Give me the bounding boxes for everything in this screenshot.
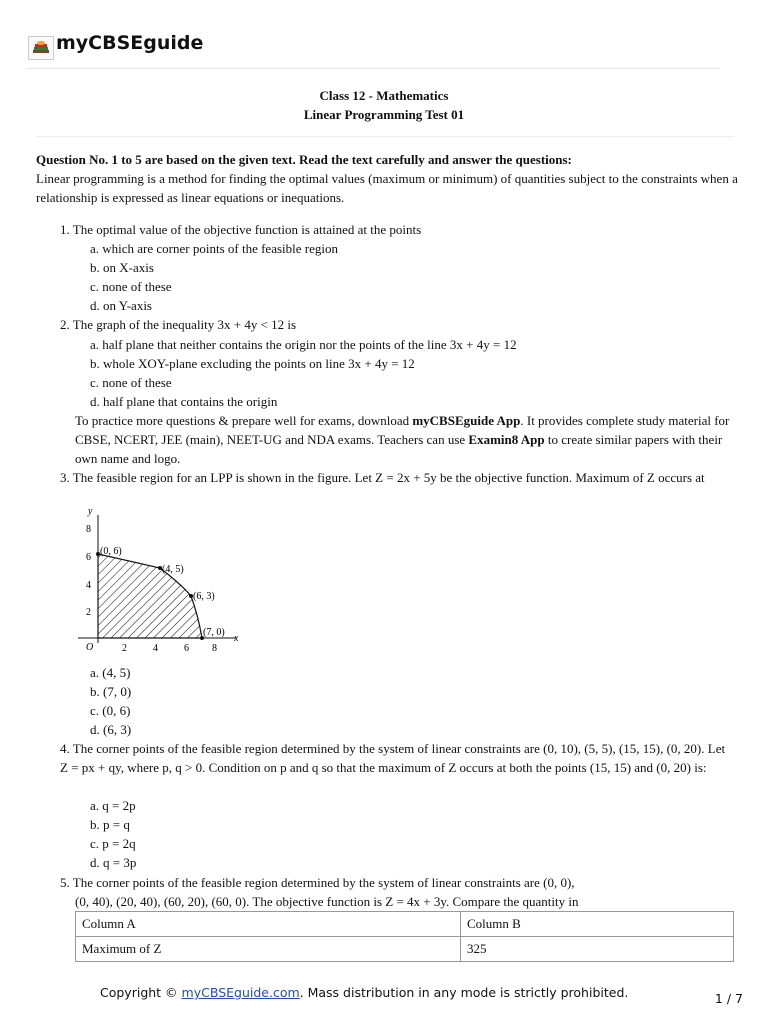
question-5-line-1: 5. The corner points of the feasible region determined by the system of linear constraints are (0, 0), <box>60 875 575 890</box>
site-header <box>26 28 720 69</box>
table-cell-value: 325 <box>461 937 734 962</box>
x-tick-8: 8 <box>212 643 217 654</box>
x-tick-6: 6 <box>184 643 189 654</box>
promo-text-1: To practice more questions & prepare well for exams, download <box>75 413 413 428</box>
question-1: 1. The optimal value of the objective function is attained at the points <box>60 222 422 237</box>
page-number: 1 / 7 <box>714 991 743 1006</box>
origin-label: O <box>86 642 94 653</box>
promo-text-2: . It provides complete study material for CBSE, NCERT, JEE (main), NEET-UG and NDA exams. Teachers can use <box>75 413 730 447</box>
x-tick-4: 4 <box>153 643 158 654</box>
promo-text-3: to create similar papers with their own name and logo. <box>75 432 723 466</box>
table-row <box>76 937 734 962</box>
q2-option-a: a. half plane that neither contains the origin nor the points of the line 3x + 4y = 12 <box>90 337 517 352</box>
question-5-line-2: (0, 40), (20, 40), (60, 20), (60, 0). The objective function is Z = 4x + 3y. Compare the quantity in <box>75 894 579 909</box>
x-tick-2: 2 <box>122 643 127 654</box>
comparison-table <box>75 911 734 962</box>
point-label-7-0: (7, 0) <box>203 627 225 638</box>
brand-name[interactable]: myCBSEguide <box>56 32 204 54</box>
book-stack-icon <box>28 36 54 60</box>
footer-site-link[interactable]: myCBSEguide.com <box>181 985 300 1000</box>
promo-examin8: Examin8 App <box>468 432 545 447</box>
q2-option-b: b. whole XOY-plane excluding the points on line 3x + 4y = 12 <box>90 356 415 371</box>
intro-passage: Linear programming is a method for finding the optimal values (maximum or minimum) of quantities subject to the constraints when a relationship is expressed as linear equations or inequations. <box>36 171 738 205</box>
point-label-4-5: (4, 5) <box>162 564 184 575</box>
y-axis-label: y <box>88 506 93 517</box>
footer-copyright <box>100 985 628 1000</box>
q3-option-b: b. (7, 0) <box>90 684 132 699</box>
table-cell-maximum-z: Maximum of Z <box>76 937 461 962</box>
x-axis-label: x <box>234 633 239 644</box>
q3-option-c: c. (0, 6) <box>90 703 131 718</box>
q1-option-a: a. which are corner points of the feasible region <box>90 241 338 256</box>
y-tick-2: 2 <box>86 607 91 618</box>
q3-option-a: a. (4, 5) <box>90 665 131 680</box>
table-header-row <box>76 912 734 937</box>
intro-instruction: Question No. 1 to 5 are based on the given text. Read the text carefully and answer the questions: <box>36 152 572 167</box>
q4-option-b: b. p = q <box>90 817 130 832</box>
q1-option-d: d. on Y-axis <box>90 298 152 313</box>
y-tick-4: 4 <box>86 580 91 591</box>
point-label-0-6: (0, 6) <box>100 546 122 557</box>
question-2: 2. The graph of the inequality 3x + 4y < 12 is <box>60 317 297 332</box>
feasible-region-figure <box>74 505 244 660</box>
y-tick-6: 6 <box>86 552 91 563</box>
q1-option-c: c. none of these <box>90 279 172 294</box>
q3-option-d: d. (6, 3) <box>90 722 132 737</box>
page-title-class: Class 12 - Mathematics <box>319 88 449 103</box>
table-header-column-a: Column A <box>76 912 461 937</box>
q4-option-d: d. q = 3p <box>90 855 137 870</box>
divider <box>36 136 734 137</box>
q4-option-a: a. q = 2p <box>90 798 136 813</box>
point-label-6-3: (6, 3) <box>193 591 215 602</box>
question-4: 4. The corner points of the feasible region determined by the system of linear constraints are (0, 10), (5, 5), (15, 15), (0, 20). Let Z = px + qy, where p, q > 0. Condition on p and q so that the maximum of Z occurs at both the points (15, 15) and (0, 20) is: <box>60 741 726 775</box>
footer-suffix: . Mass distribution in any mode is strictly prohibited. <box>299 985 629 1000</box>
page-title-test: Linear Programming Test 01 <box>303 107 465 122</box>
q4-option-c: c. p = 2q <box>90 836 136 851</box>
q2-option-c: c. none of these <box>90 375 172 390</box>
footer-prefix: Copyright © <box>100 985 182 1000</box>
table-header-column-b: Column B <box>461 912 734 937</box>
promo-app-name: myCBSEguide App <box>412 413 521 428</box>
y-tick-8: 8 <box>86 524 91 535</box>
question-3: 3. The feasible region for an LPP is shown in the figure. Let Z = 2x + 5y be the objective function. Maximum of Z occurs at <box>60 470 705 485</box>
intro-text <box>36 150 740 207</box>
q2-option-d: d. half plane that contains the origin <box>90 394 278 409</box>
promo-note <box>75 411 735 468</box>
feasible-region <box>98 554 202 638</box>
q1-option-b: b. on X-axis <box>90 260 154 275</box>
